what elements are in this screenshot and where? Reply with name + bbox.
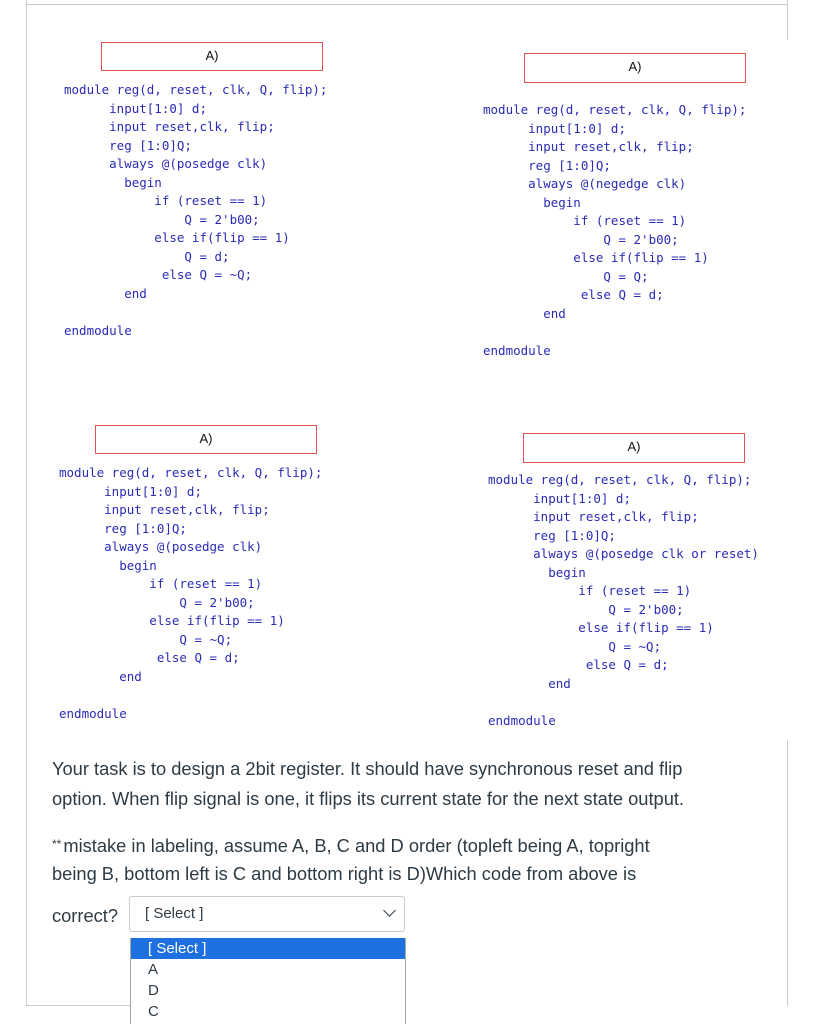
question-note-line-2: being B, bottom left is C and bottom right is D)Which code from above is xyxy=(52,863,637,884)
code-label-top-right: A) xyxy=(524,53,746,83)
question-text-line-2: option. When flip signal is one, it flips its current state for the next state output. xyxy=(52,788,685,809)
code-block-bottom-right: module reg(d, reset, clk, Q, flip); input[1:0] d; input reset,clk, flip; reg [1:0]Q; always @(posedge clk or reset) begin if (reset == 1) Q = 2'b00; else if(flip == 1) Q = ~Q; else Q = d; end endmodule xyxy=(488,472,759,728)
answer-dropdown-list xyxy=(130,938,406,1024)
option-c[interactable]: C xyxy=(148,1003,159,1020)
option-d[interactable]: D xyxy=(148,982,159,999)
code-label-top-left: A) xyxy=(101,42,323,71)
question-prompt: correct? xyxy=(52,905,119,926)
code-label-bottom-left: A) xyxy=(95,425,317,454)
code-block-top-left: module reg(d, reset, clk, Q, flip); input[1:0] d; input reset,clk, flip; reg [1:0]Q; always @(posedge clk) begin if (reset == 1) Q = 2'b00; else if(flip == 1) Q = d; else Q = ~Q; end endmodule xyxy=(64,82,328,338)
question-frame-right xyxy=(787,0,788,40)
question-frame-left xyxy=(26,0,27,1006)
note-text-1: mistake in labeling, assume A, B, C and D order (topleft being A, topright xyxy=(63,835,650,856)
question-frame-top xyxy=(26,0,788,5)
code-block-bottom-left: module reg(d, reset, clk, Q, flip); input[1:0] d; input reset,clk, flip; reg [1:0]Q; always @(posedge clk) begin if (reset == 1) Q = 2'b00; else if(flip == 1) Q = ~Q; else Q = d; end endmodule xyxy=(59,465,323,721)
note-marker: ** xyxy=(52,837,62,851)
code-label-bottom-right: A) xyxy=(523,433,745,463)
question-text-line-1: Your task is to design a 2bit register. It should have synchronous reset and flip xyxy=(52,758,683,779)
question-frame-bottom xyxy=(26,1005,130,1006)
answer-select-value: [ Select ] xyxy=(145,905,204,922)
question-frame-right-lower xyxy=(787,740,788,1006)
option-select[interactable]: [ Select ] xyxy=(131,938,405,959)
question-note-line-1 xyxy=(52,829,764,861)
code-block-top-right: module reg(d, reset, clk, Q, flip); input[1:0] d; input reset,clk, flip; reg [1:0]Q; always @(negedge clk) begin if (reset == 1) Q = 2'b00; else if(flip == 1) Q = Q; else Q = d; end endmodule xyxy=(483,102,747,358)
chevron-down-icon xyxy=(383,904,396,917)
answer-select[interactable] xyxy=(129,896,405,932)
option-a[interactable]: A xyxy=(148,961,159,978)
